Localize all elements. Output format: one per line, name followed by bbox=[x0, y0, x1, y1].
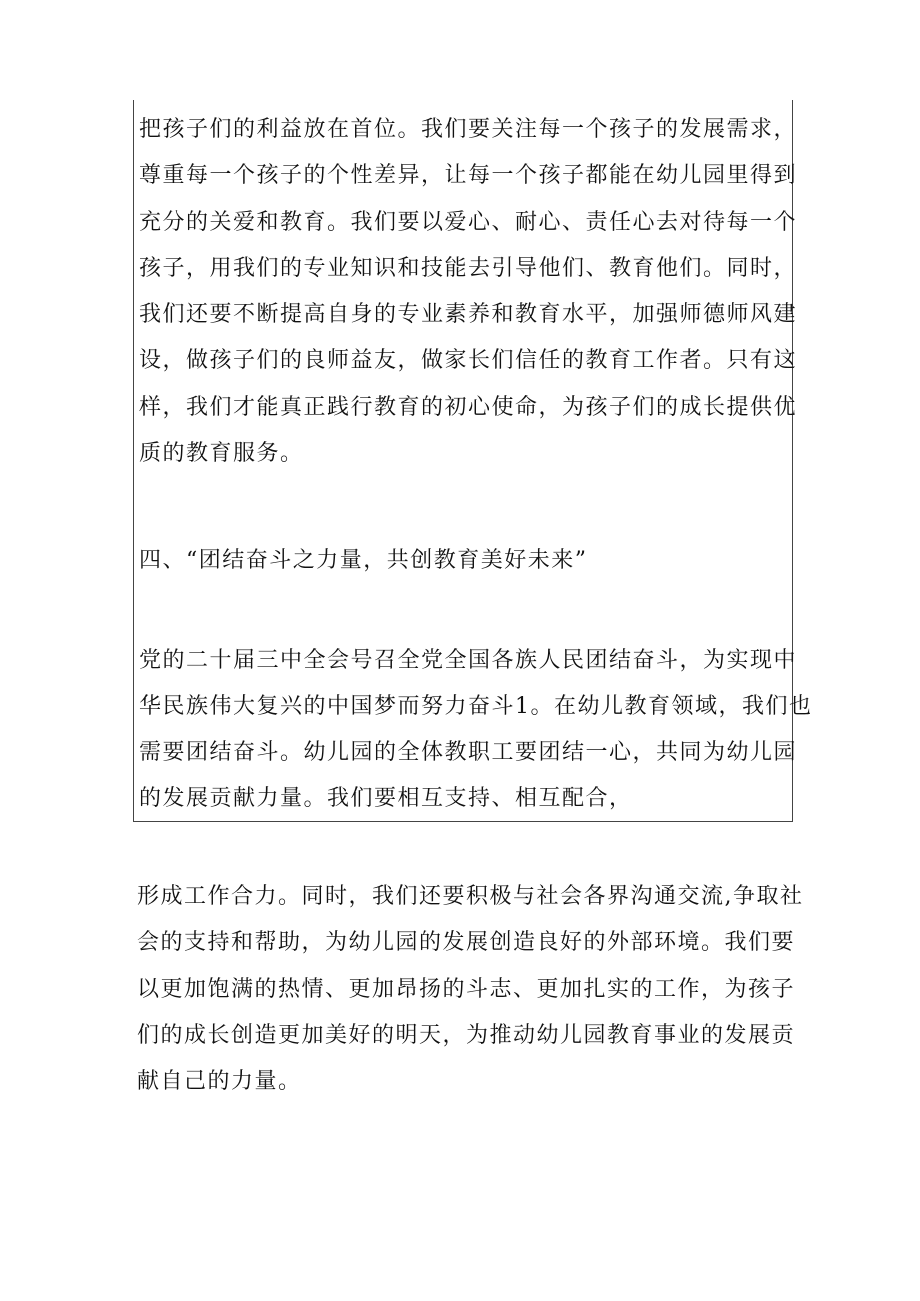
paragraph-line: 质的教育服务。 bbox=[139, 441, 304, 466]
paragraph-line: 充分的关爱和教育。我们要以爱心、耐心、责任心去对待每一个 bbox=[139, 210, 798, 235]
paragraph-line: 形成工作合力。同时，我们还要积极与社会各界沟通交流,争取社 bbox=[137, 884, 804, 909]
paragraph-line: 党的二十届三中全会号召全党全国各族人民团结奋斗，为实现中 bbox=[139, 648, 798, 673]
paragraph-line: 尊重每一个孩子的个性差异，让每一个孩子都能在幼儿园里得到 bbox=[139, 163, 798, 188]
paragraph-line: 献自己的力量。 bbox=[137, 1069, 302, 1094]
paragraph-line: 的发展贡献力量。我们要相互支持、相互配合， bbox=[139, 786, 633, 811]
paragraph-line: 样，我们才能真正践行教育的初心使命，为孩子们的成长提供优 bbox=[139, 395, 798, 420]
section-heading: 四、“团结奋斗之力量，共创教育美好未来” bbox=[139, 548, 588, 573]
paragraph-line: 我们还要不断提高自身的专业素养和教育水平，加强师德师风建 bbox=[139, 302, 798, 327]
paragraph-line: 孩子，用我们的专业知识和技能去引导他们、教育他们。同时， bbox=[139, 256, 798, 281]
paragraph-line: 以更加饱满的热情、更加昂扬的斗志、更加扎实的工作，为孩子 bbox=[137, 977, 796, 1002]
paragraph-line: 华民族伟大复兴的中国梦而努力奋斗1。在幼儿教育领域，我们也 bbox=[139, 694, 813, 719]
paragraph-line: 需要团结奋斗。幼儿园的全体教职工要团结一心，共同为幼儿园 bbox=[139, 740, 798, 765]
paragraph-line: 把孩子们的利益放在首位。我们要关注每一个孩子的发展需求， bbox=[139, 117, 798, 142]
paragraph-line: 会的支持和帮助，为幼儿园的发展创造良好的外部环境。我们要 bbox=[137, 930, 796, 955]
paragraph-line: 设，做孩子们的良师益友，做家长们信任的教育工作者。只有这 bbox=[139, 348, 798, 373]
paragraph-line: 们的成长创造更加美好的明天，为推动幼儿园教育事业的发展贡 bbox=[137, 1023, 796, 1048]
